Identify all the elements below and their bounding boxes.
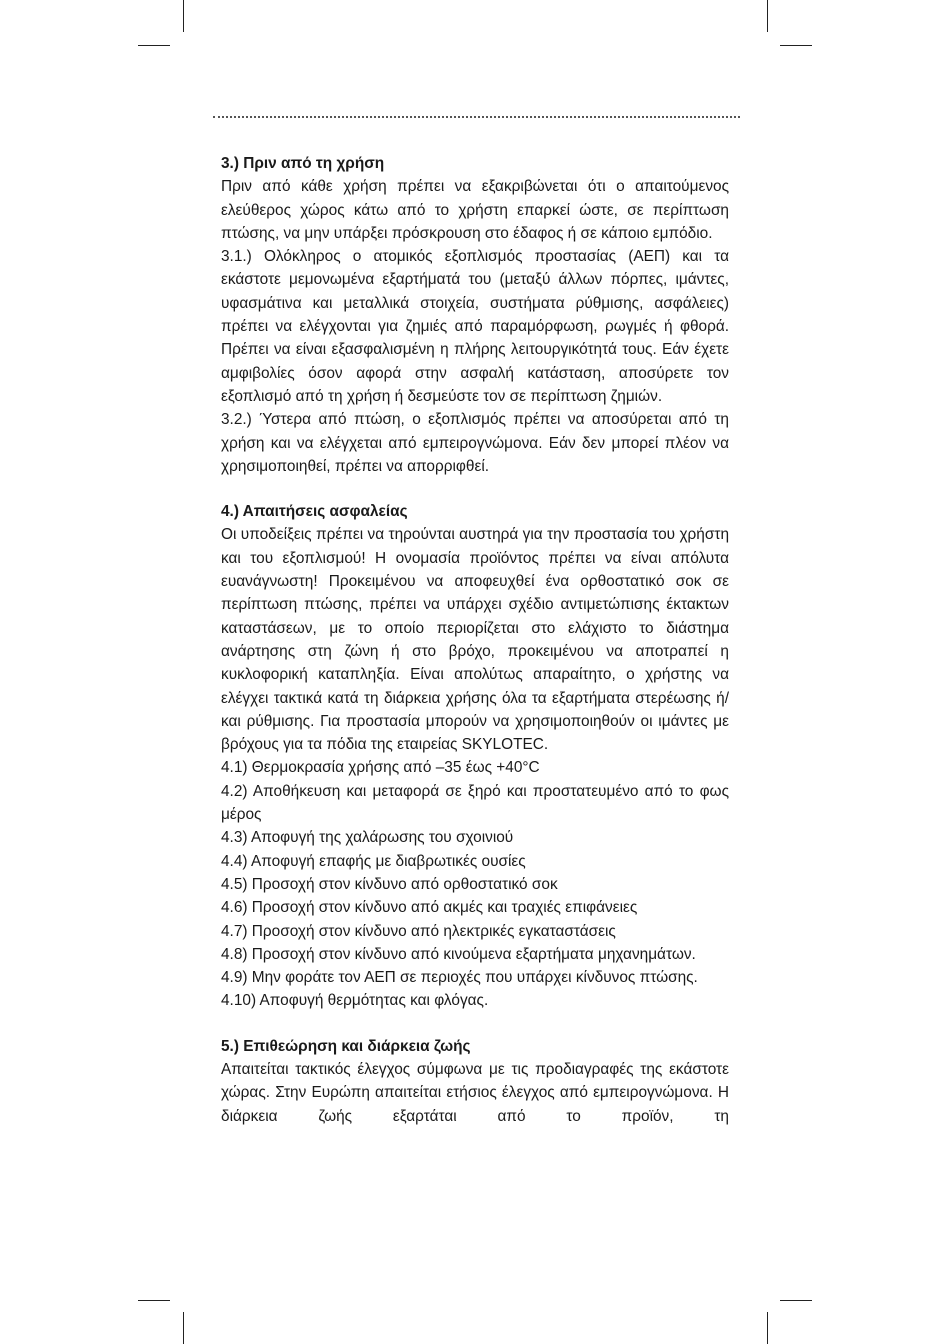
crop-mark-bottom-right-horizontal [780,1300,812,1301]
crop-mark-bottom-left-horizontal [138,1300,170,1301]
document-body [221,152,729,1128]
list-item: 4.10) Αποφυγή θερμότητας και φλόγας. [221,992,489,1010]
list-item: 4.7) Προσοχή στον κίνδυνο από ηλεκτρικές εγκαταστάσεις [221,922,616,940]
crop-mark-top-right-horizontal [780,45,812,46]
list-item: 4.6) Προσοχή στον κίνδυνο από ακμές και τραχιές επιφάνειες [221,899,638,917]
list-item: 4.8) Προσοχή στον κίνδυνο από κινούμενα εξαρτήματα μηχανημάτων. [221,945,696,963]
list-item: 4.4) Αποφυγή επαφής με διαβρωτικές ουσίες [221,852,526,870]
list-item: 4.1) Θερμοκρασία χρήσης από –35 έως +40°C [221,759,540,777]
paragraph: Πριν από κάθε χρήση πρέπει να εξακριβώνεται ότι ο απαιτούμενος ελεύθερος χώρος κάτω από το χρήστη επαρκεί ώστε, σε περίπτωση πτώσης, να μην υπάρξει πρόσκρουση στο έδαφος ή σε κάποιο εμπόδιο. [221,178,729,242]
dotted-separator [213,116,740,118]
paragraph: Απαιτείται τακτικός έλεγχος σύμφωνα με τις προδιαγραφές της εκάστοτε χώρας. Στην Ευρώπη απαιτείται ετήσιος έλεγχος από εμπειρογνώμονα. Η διάρκεια ζωής εξαρτάται από το προϊόν, τη [221,1060,729,1125]
section-heading-3: 3.) Πριν από τη χρήση [221,155,385,172]
list-item: 4.2) Αποθήκευση και μεταφορά σε ξηρό και προστατευμένο από το φως μέρος [221,782,729,824]
list-item: 4.3) Αποφυγή της χαλάρωσης του σχοινιού [221,829,514,847]
crop-mark-top-left-horizontal [138,45,170,46]
crop-mark-bottom-left-vertical [183,1312,184,1344]
crop-mark-bottom-right-vertical [767,1312,768,1344]
list-item: 4.5) Προσοχή στον κίνδυνο από ορθοστατικό σοκ [221,875,558,893]
section-heading-5: 5.) Επιθεώρηση και διάρκεια ζωής [221,1037,471,1055]
paragraph: 3.1.) Ολόκληρος ο ατομικός εξοπλισμός προστασίας (ΑΕΠ) και τα εκάστοτε μεμονωμένα εξαρτήματά του (μεταξύ άλλων πόρπες, ιμάντες, υφασμάτινα και μεταλλικά στοιχεία, συστήματα ρύθμισης, ασφάλειες) πρέπει να ελέγχονται για ζημιές από παραμόρφωση, ρωγμές ή φθορά. Πρέπει να είναι εξασφαλισμένη η πλήρης λειτουργικότητά τους. Εάν έχετε αμφιβολίες όσον αφορά στην ασφαλή κατάσταση, αποσύρετε τον εξοπλισμό από τη χρήση ή δεσμεύστε τον σε περίπτωση ζημιών. [221,248,729,405]
list-item: 4.9) Μην φοράτε τον ΑΕΠ σε περιοχές που υπάρχει κίνδυνος πτώσης. [221,969,698,987]
crop-mark-top-left-vertical [183,0,184,32]
section-gap [221,478,729,500]
section-gap [221,1013,729,1035]
paragraph: 3.2.) Ύστερα από πτώση, ο εξοπλισμός πρέπει να αποσύρεται από τη χρήση και να ελέγχεται από εμπειρογνώμονα. Εάν δεν μπορεί πλέον να χρησιμοποιηθεί, πρέπει να απορριφθεί. [221,411,729,475]
section-heading-4: 4.) Απαιτήσεις ασφαλείας [221,503,408,521]
paragraph: Οι υποδείξεις πρέπει να τηρούνται αυστηρά για την προστασία του χρήστη και του εξοπλισμού! Η ονομασία προϊόντος πρέπει να είναι απόλυτα ευανάγνωστη! Προκειμένου να αποφευχθεί ένα ορθοστατικό σοκ σε περίπτωση πτώσης, πρέπει να υπάρχει σχέδιο αντιμετώπισης έκτακτων καταστάσεων, με το οποίο περιορίζεται στο ελάχιστο το διάστημα ανάρτησης στη ζώνη ή στο βρόχο, προκειμένου να αποτραπεί η κυκλοφορική καταπληξία. Είναι απολύτως απαραίτητο, ο χρήστης να ελέγχει τακτικά κατά τη διάρκεια χρήσης όλα τα εξαρτήματα στερέωσης ή/και ρύθμισης. Για προστασία μπορούν να χρησιμοποιηθούν οι ιμάντες με βρόχους για τα πόδια της εταιρείας SKYLOTEC. [221,526,729,754]
crop-mark-top-right-vertical [767,0,768,32]
